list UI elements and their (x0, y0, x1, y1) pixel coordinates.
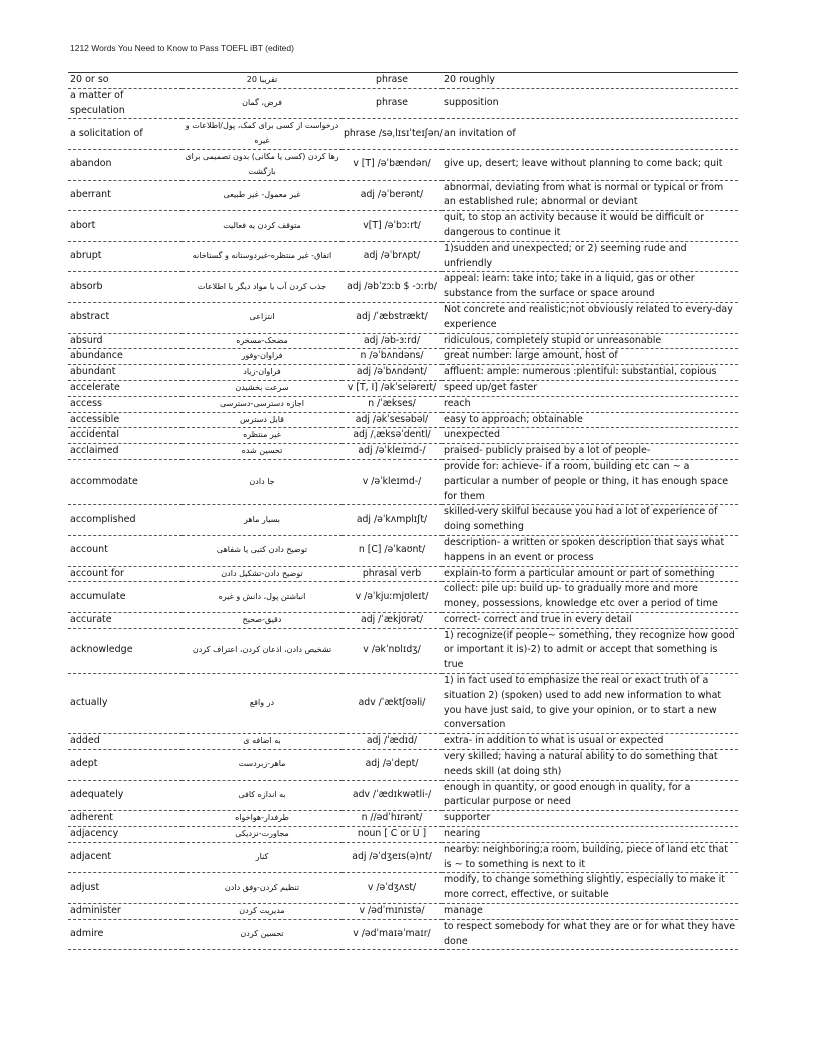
part-of-speech-pronunciation: v /əˈkjuːmjʊleɪt/ (342, 582, 442, 613)
table-row (68, 396, 738, 412)
english-definition: easy to approach; obtainable (442, 412, 738, 428)
part-of-speech-pronunciation: phrasal verb (342, 566, 442, 582)
english-definition: 1)sudden and unexpected; or 2) seeming rude and unfriendly (442, 241, 738, 272)
english-definition: 20 roughly (442, 73, 738, 89)
persian-translation: کنار (182, 842, 342, 873)
table-row (68, 505, 738, 536)
english-definition: 1) recognize(if people~ something, they recognize how good or important it is)-2) to admit or accept that something is true (442, 628, 738, 673)
part-of-speech-pronunciation: n [C] /əˈkaʊnt/ (342, 535, 442, 566)
entry-word: adept (68, 750, 182, 781)
table-row (68, 444, 738, 460)
part-of-speech-pronunciation: phrase (342, 88, 442, 119)
table-row (68, 302, 738, 333)
persian-translation: متوقف کردن یه فعالیت (182, 211, 342, 242)
part-of-speech-pronunciation: v /əˈdʒʌst/ (342, 873, 442, 904)
english-definition: extra- in addition to what is usual or expected (442, 734, 738, 750)
persian-translation: سرعت بخشیدن (182, 380, 342, 396)
part-of-speech-pronunciation: noun [ C or U ] (342, 827, 442, 843)
table-row (68, 272, 738, 303)
entry-word: accessible (68, 412, 182, 428)
entry-word: accommodate (68, 459, 182, 504)
persian-translation: غیر معمول- غیر طبیعی (182, 180, 342, 211)
english-definition: quit, to stop an activity because it would be difficult or dangerous to continue it (442, 211, 738, 242)
persian-translation: قابل دسترس (182, 412, 342, 428)
english-definition: very skilled; having a natural ability to do something that needs skill (at doing sth) (442, 750, 738, 781)
persian-translation: رها کردن (کسی یا مکانی) بدون تصمیمی برای بازگشت (182, 149, 342, 180)
english-definition: speed up/get faster (442, 380, 738, 396)
english-definition: Not concrete and realistic;not obviously related to every-day experience (442, 302, 738, 333)
table-row (68, 582, 738, 613)
part-of-speech-pronunciation: adj /əˈdʒeɪs(ə)nt/ (342, 842, 442, 873)
table-row (68, 380, 738, 396)
table-row (68, 566, 738, 582)
table-row (68, 119, 738, 150)
entry-word: acknowledge (68, 628, 182, 673)
persian-translation: تحسین شده (182, 444, 342, 460)
table-row (68, 180, 738, 211)
table-row (68, 612, 738, 628)
english-definition: manage (442, 904, 738, 920)
part-of-speech-pronunciation: n //ədˈhɪrənt/ (342, 811, 442, 827)
entry-word: accelerate (68, 380, 182, 396)
part-of-speech-pronunciation: adj /ˌæksəˈdentl/ (342, 428, 442, 444)
entry-word: accumulate (68, 582, 182, 613)
persian-translation: تقریبا 20 (182, 73, 342, 89)
english-definition: nearing (442, 827, 738, 843)
table-row (68, 919, 738, 950)
persian-translation: به اندازه کافی (182, 780, 342, 811)
persian-translation: فراوان-زیاد (182, 365, 342, 381)
part-of-speech-pronunciation: phrase /səˌlɪsɪˈteɪʃən/ (342, 119, 442, 150)
table-row (68, 842, 738, 873)
table-row (68, 780, 738, 811)
entry-word: admire (68, 919, 182, 950)
english-definition: great number: large amount, host of (442, 349, 738, 365)
entry-word: actually (68, 674, 182, 734)
part-of-speech-pronunciation: adj /ˈækjʊrət/ (342, 612, 442, 628)
entry-word: adequately (68, 780, 182, 811)
entry-word: access (68, 396, 182, 412)
part-of-speech-pronunciation: adj /ˈædɪd/ (342, 734, 442, 750)
entry-word: adjacent (68, 842, 182, 873)
table-row (68, 412, 738, 428)
persian-translation: درخواست از کسی برای کمک، پول/اطلاعات و غیره (182, 119, 342, 150)
part-of-speech-pronunciation: adv /ˈæktʃʊəli/ (342, 674, 442, 734)
persian-translation: توضیح دادن کتبی یا شفاهی (182, 535, 342, 566)
english-definition: provide for: achieve- if a room, building etc can ~ a particular a number of people or thing, it has enough space for them (442, 459, 738, 504)
table-row (68, 873, 738, 904)
table-row (68, 674, 738, 734)
entry-word: absurd (68, 333, 182, 349)
table-row (68, 149, 738, 180)
persian-translation: مضحک-مسخره (182, 333, 342, 349)
table-row (68, 333, 738, 349)
persian-translation: تحسین کردن (182, 919, 342, 950)
persian-translation: تشخیص دادن، اذعان کردن، اعتراف کردن (182, 628, 342, 673)
english-definition: affluent: ample: numerous :plentiful: substantial, copious (442, 365, 738, 381)
part-of-speech-pronunciation: adj /əbˈzɔːb $ -ɔːrb/ (342, 272, 442, 303)
persian-translation: توضیح دادن-تشکیل دادن (182, 566, 342, 582)
entry-word: adherent (68, 811, 182, 827)
english-definition: supposition (442, 88, 738, 119)
english-definition: skilled-very skilful because you had a lot of experience of doing something (442, 505, 738, 536)
table-row (68, 459, 738, 504)
entry-word: account (68, 535, 182, 566)
persian-translation: دقیق-صحیح (182, 612, 342, 628)
part-of-speech-pronunciation: adj /əˈbʌndənt/ (342, 365, 442, 381)
persian-translation: مجاورت-نزدیکی (182, 827, 342, 843)
entry-word: abrupt (68, 241, 182, 272)
entry-word: added (68, 734, 182, 750)
english-definition: an invitation of (442, 119, 738, 150)
part-of-speech-pronunciation: v [T, I] /əkˈseləreɪt/ (342, 380, 442, 396)
table-row (68, 535, 738, 566)
part-of-speech-pronunciation: v /əˈkleɪmd-/ (342, 459, 442, 504)
vocabulary-table-body (68, 73, 738, 950)
persian-translation: در واقع (182, 674, 342, 734)
part-of-speech-pronunciation: v /ədˈmɪnɪstə/ (342, 904, 442, 920)
entry-word: abort (68, 211, 182, 242)
persian-translation: بسیار ماهر (182, 505, 342, 536)
table-row (68, 904, 738, 920)
part-of-speech-pronunciation: phrase (342, 73, 442, 89)
english-definition: praised- publicly praised by a lot of people- (442, 444, 738, 460)
table-row (68, 365, 738, 381)
entry-word: absorb (68, 272, 182, 303)
part-of-speech-pronunciation: n /ˈækses/ (342, 396, 442, 412)
persian-translation: انتزاعی (182, 302, 342, 333)
entry-word: account for (68, 566, 182, 582)
english-definition: description- a written or spoken description that says what happens in an event or process (442, 535, 738, 566)
entry-word: administer (68, 904, 182, 920)
persian-translation: طرفدار-هواخواه (182, 811, 342, 827)
english-definition: supporter (442, 811, 738, 827)
persian-translation: غیر منتظره (182, 428, 342, 444)
english-definition: abnormal, deviating from what is normal or typical or from an established rule; abnormal or deviant (442, 180, 738, 211)
table-row (68, 750, 738, 781)
part-of-speech-pronunciation: adj /əˈberənt/ (342, 180, 442, 211)
persian-translation: فراوان-وفور (182, 349, 342, 365)
table-row (68, 241, 738, 272)
entry-word: accomplished (68, 505, 182, 536)
part-of-speech-pronunciation: v /əkˈnɒlɪdʒ/ (342, 628, 442, 673)
part-of-speech-pronunciation: v[T] /əˈbɔːrt/ (342, 211, 442, 242)
persian-translation: مدیریت کردن (182, 904, 342, 920)
persian-translation: به اضافه ی (182, 734, 342, 750)
part-of-speech-pronunciation: adj /əb-ɜːrd/ (342, 333, 442, 349)
part-of-speech-pronunciation: adj /əkˈsesəbəl/ (342, 412, 442, 428)
entry-word: adjust (68, 873, 182, 904)
part-of-speech-pronunciation: adj /ˈæbstrækt/ (342, 302, 442, 333)
entry-word: abundance (68, 349, 182, 365)
table-row (68, 827, 738, 843)
part-of-speech-pronunciation: v /ədˈmaɪəˈmaɪr/ (342, 919, 442, 950)
english-definition: explain-to form a particular amount or part of something (442, 566, 738, 582)
english-definition: reach (442, 396, 738, 412)
table-row (68, 811, 738, 827)
entry-word: a solicitation of (68, 119, 182, 150)
english-definition: collect: pile up: build up- to gradually more and more money, possessions, knowledge etc over a period of time (442, 582, 738, 613)
english-definition: 1) in fact used to emphasize the real or exact truth of a situation 2) (spoken) used to add new information to what you have just said, to give your opinion, or to start a new conversation (442, 674, 738, 734)
table-row (68, 211, 738, 242)
english-definition: give up, desert; leave without planning to come back; quit (442, 149, 738, 180)
page-header: 1212 Words You Need to Know to Pass TOEFL iBT (edited) (70, 43, 294, 53)
part-of-speech-pronunciation: adj /əˈdept/ (342, 750, 442, 781)
entry-word: accurate (68, 612, 182, 628)
table-row (68, 73, 738, 89)
persian-translation: جا دادن (182, 459, 342, 504)
entry-word: aberrant (68, 180, 182, 211)
entry-word: acclaimed (68, 444, 182, 460)
entry-word: accidental (68, 428, 182, 444)
part-of-speech-pronunciation: n /əˈbʌndəns/ (342, 349, 442, 365)
entry-word: abstract (68, 302, 182, 333)
part-of-speech-pronunciation: adj /əˈkʌmplɪʃt/ (342, 505, 442, 536)
table-row (68, 628, 738, 673)
entry-word: abandon (68, 149, 182, 180)
entry-word: abundant (68, 365, 182, 381)
table-row (68, 734, 738, 750)
english-definition: correct- correct and true in every detail (442, 612, 738, 628)
part-of-speech-pronunciation: adj /əˈbrʌpt/ (342, 241, 442, 272)
persian-translation: جذب کردن آب یا مواد دیگر یا اطلاعات (182, 272, 342, 303)
part-of-speech-pronunciation: adj /əˈkleɪmd-/ (342, 444, 442, 460)
persian-translation: تنظیم کردن-وفق دادن (182, 873, 342, 904)
english-definition: unexpected (442, 428, 738, 444)
english-definition: enough in quantity, or good enough in quality, for a particular purpose or need (442, 780, 738, 811)
english-definition: modify, to change something slightly, especially to make it more correct, effective, or suitable (442, 873, 738, 904)
part-of-speech-pronunciation: v [T] /əˈbændən/ (342, 149, 442, 180)
english-definition: appeal: learn: take into; take in a liquid, gas or other substance from the surface or space around (442, 272, 738, 303)
entry-word: adjacency (68, 827, 182, 843)
entry-word: 20 or so (68, 73, 182, 89)
part-of-speech-pronunciation: adv /ˈædɪkwətli-/ (342, 780, 442, 811)
english-definition: to respect somebody for what they are or for what they have done (442, 919, 738, 950)
english-definition: nearby: neighboring;a room, building, piece of land etc that is ~ to something is next to it (442, 842, 738, 873)
persian-translation: اتفاق- غیر منتظره-غیردوستانه و گستاخانه (182, 241, 342, 272)
table-row (68, 88, 738, 119)
persian-translation: ماهر-زبردست (182, 750, 342, 781)
english-definition: ridiculous, completely stupid or unreasonable (442, 333, 738, 349)
persian-translation: اجازه دسترسی-دسترسی (182, 396, 342, 412)
entry-word: a matter of speculation (68, 88, 182, 119)
table-row (68, 428, 738, 444)
vocabulary-table (68, 72, 738, 950)
persian-translation: فرض، گمان (182, 88, 342, 119)
persian-translation: انباشتن پول، دانش و غیره (182, 582, 342, 613)
table-row (68, 349, 738, 365)
